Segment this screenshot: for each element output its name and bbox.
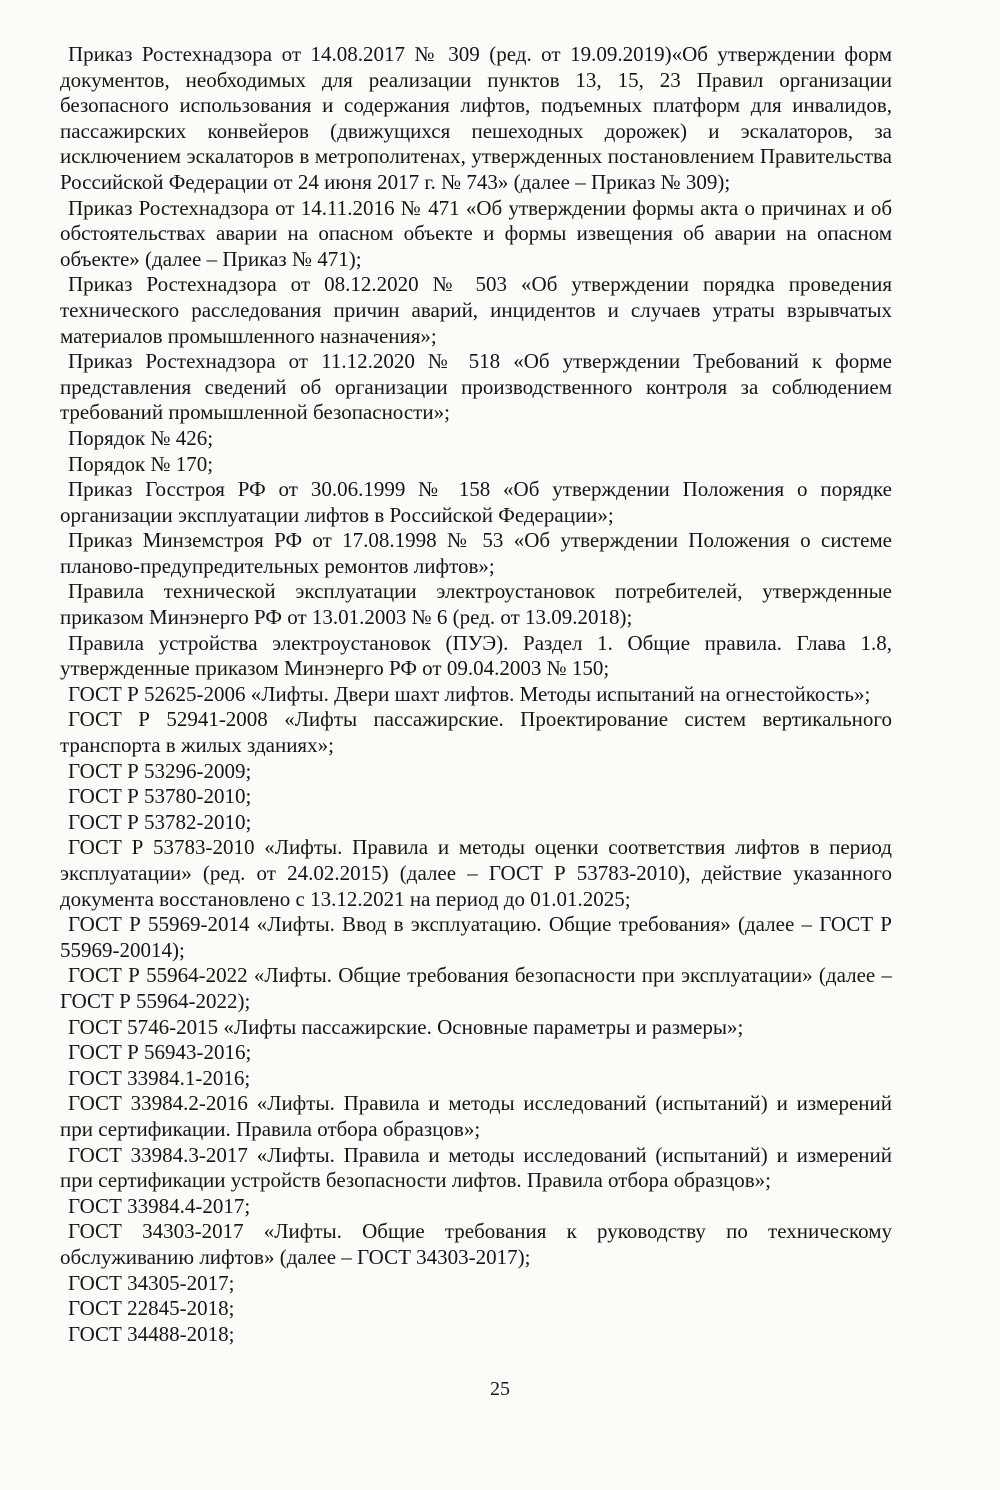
paragraph: Приказ Ростехнадзора от 14.11.2016 № 471 «Об утверждении формы акта о причинах и об обстоятельствах аварии на опасном объекте и формы извещения об аварии на опасном объекте» (далее – Приказ № 471);: [60, 195, 892, 271]
paragraph: ГОСТ 33984.4-2017;: [68, 1193, 251, 1218]
paragraph: ГОСТ Р 55964-2022 «Лифты. Общие требования безопасности при эксплуатации» (далее – ГОСТ Р 55964-2022);: [60, 963, 892, 1013]
paragraph: ГОСТ Р 53782-2010;: [68, 809, 252, 834]
paragraph: ГОСТ 33984.1-2016;: [68, 1065, 251, 1090]
paragraph: ГОСТ Р 56943-2016;: [68, 1040, 252, 1065]
document-body: [60, 42, 892, 1347]
paragraph: Приказ Ростехнадзора от 11.12.2020 № 518 «Об утверждении Требований к форме представления сведений об организации производственного контроля за соблюдением требований промышленной безопасности»;: [60, 349, 892, 425]
paragraph: Приказ Госстроя РФ от 30.06.1999 № 158 «Об утверждении Положения о порядке организации эксплуатации лифтов в Российской Федерации»;: [60, 477, 892, 527]
paragraph: Порядок № 426;: [68, 425, 214, 450]
paragraph: ГОСТ 22845-2018;: [68, 1296, 235, 1321]
paragraph: Правила технической эксплуатации электроустановок потребителей, утвержденные приказом Минэнерго РФ от 13.01.2003 № 6 (ред. от 13.09.2018);: [60, 579, 892, 630]
paragraph: ГОСТ 5746-2015 «Лифты пассажирские. Основные параметры и размеры»;: [68, 1014, 744, 1039]
paragraph: ГОСТ 34305-2017;: [68, 1270, 235, 1295]
paragraph: Приказ Ростехнадзора от 08.12.2020 № 503 «Об утверждении порядка проведения технического расследования причин аварий, инцидентов и случаев утраты взрывчатых материалов промышленного назначения»;: [60, 272, 892, 348]
paragraph: ГОСТ Р 52625-2006 «Лифты. Двери шахт лифтов. Методы испытаний на огнестойкость»;: [68, 681, 871, 706]
paragraph: ГОСТ 33984.2-2016 «Лифты. Правила и методы исследований (испытаний) и измерений при сертификации. Правила отбора образцов»;: [60, 1091, 892, 1141]
paragraph: Правила устройства электроустановок (ПУЭ). Раздел 1. Общие правила. Глава 1.8, утвержденные приказом Минэнерго РФ от 09.04.2003 № 150;: [60, 630, 892, 681]
paragraph: ГОСТ 34303-2017 «Лифты. Общие требования к руководству по техническому обслуживанию лифтов» (далее – ГОСТ 34303-2017);: [60, 1219, 892, 1269]
paragraph: ГОСТ Р 52941-2008 «Лифты пассажирские. Проектирование систем вертикального транспорта в жилых зданиях»;: [60, 707, 892, 758]
paragraph: ГОСТ 34488-2018;: [68, 1321, 235, 1346]
paragraph: Приказ Ростехнадзора от 14.08.2017 № 309 (ред. от 19.09.2019)«Об утверждении форм документов, необходимых для реализации пунктов 13, 15, 23 Правил организации безопасного использования и содержания лифтов, подъемных платформ для инвалидов, пассажирских конвейеров (движущихся пешеходных дорожек) и эскалаторов, за исключением эскалаторов в метрополитенах, утвержденных постановлением Правительства Российской Федерации от 24 июня 2017 г. № 743» (далее – Приказ № 309);: [60, 42, 892, 194]
paragraph: ГОСТ Р 55969-2014 «Лифты. Ввод в эксплуатацию. Общие требования» (далее – ГОСТ Р 55969-20014);: [60, 912, 892, 962]
paragraph: ГОСТ 33984.3-2017 «Лифты. Правила и методы исследований (испытаний) и измерений при сертификации устройств безопасности лифтов. Правила отбора образцов»;: [60, 1142, 892, 1193]
paragraph: ГОСТ Р 53780-2010;: [68, 784, 252, 809]
paragraph: ГОСТ Р 53783-2010 «Лифты. Правила и методы оценки соответствия лифтов в период эксплуатации» (ред. от 24.02.2015) (далее – ГОСТ Р 53783-2010), действие указанного документа восстановлено с 13.12.2021 на период до 01.01.2025;: [60, 835, 892, 911]
paragraph: Порядок № 170;: [68, 451, 214, 476]
page-number: 25: [490, 1378, 510, 1400]
paragraph: Приказ Минземстроя РФ от 17.08.1998 № 53 «Об утверждении Положения о системе планово-предупредительных ремонтов лифтов»;: [60, 528, 892, 578]
paragraph: ГОСТ Р 53296-2009;: [68, 758, 252, 783]
